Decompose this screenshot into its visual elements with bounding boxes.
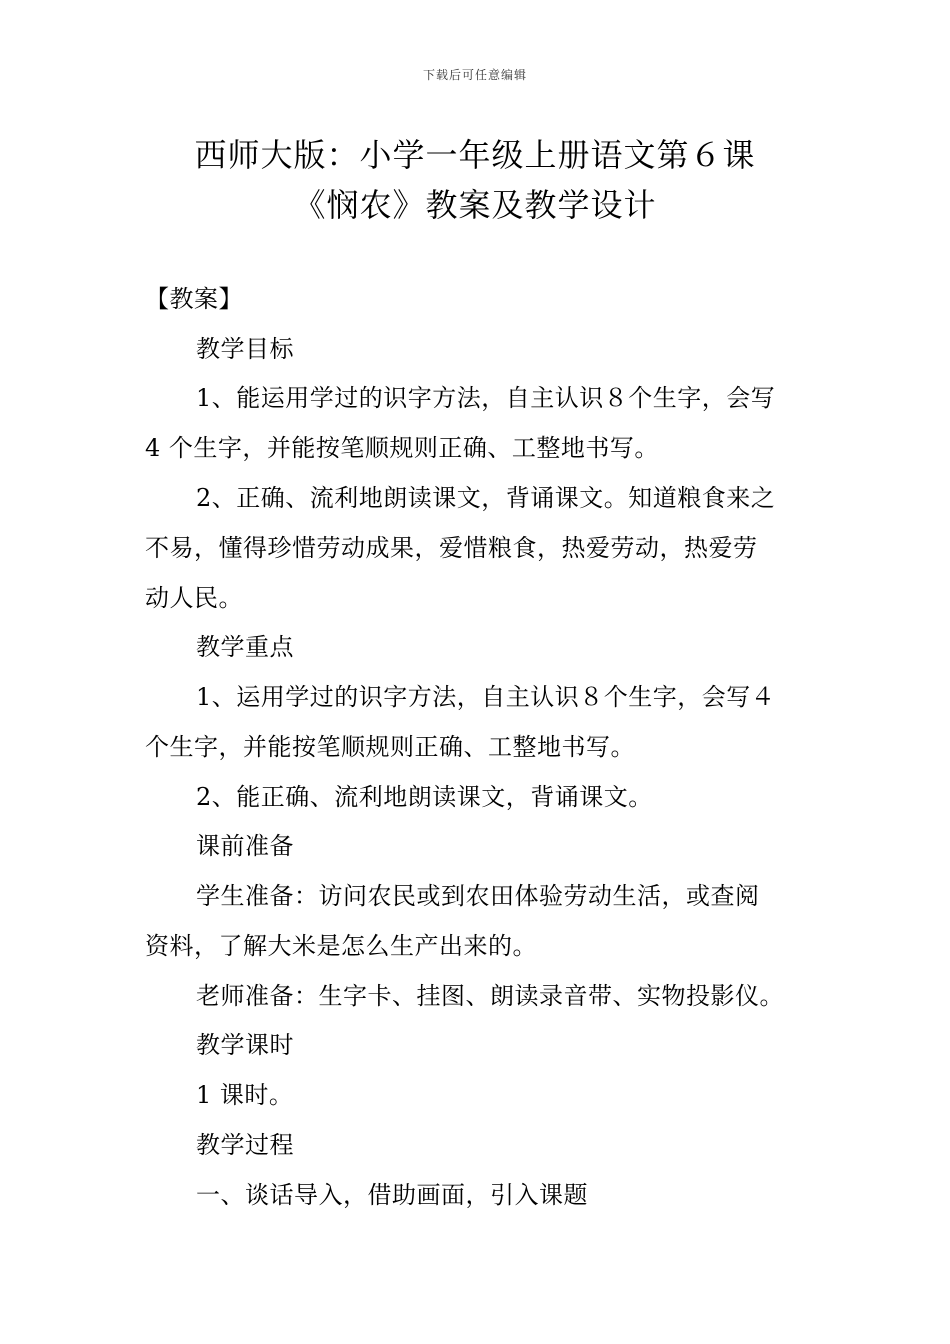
- student-preparation-line-1: 学生准备：访问农民或到农田体验劳动生活，或查阅: [196, 882, 760, 910]
- objective-1-line-2: 4 个生字，并能按笔顺规则正确、工整地书写。: [145, 434, 659, 462]
- process-step-1: 一、谈话导入，借助画面，引入课题: [196, 1181, 588, 1209]
- key-point-2: 2、能正确、流利地朗读课文，背诵课文。: [196, 783, 653, 811]
- header-note: 下载后可任意编辑: [422, 68, 527, 82]
- section-heading: 【教案】: [145, 285, 243, 313]
- preparation-heading: 课前准备: [196, 832, 294, 860]
- document-title-line-2: 《悯农》教案及教学设计: [293, 186, 657, 224]
- objectives-heading: 教学目标: [196, 335, 294, 363]
- key-point-1-line-1: 1、运用学过的识字方法，自主认识８个生字，会写４: [196, 683, 776, 711]
- objective-2-line-2: 不易，懂得珍惜劳动成果，爱惜粮食，热爱劳动，热爱劳: [145, 534, 758, 562]
- teacher-preparation: 老师准备：生字卡、挂图、朗读录音带、实物投影仪。: [196, 982, 784, 1010]
- objective-2-line-3: 动人民。: [145, 584, 243, 612]
- student-preparation-line-2: 资料，了解大米是怎么生产出来的。: [145, 932, 537, 960]
- objective-1-line-1: 1、能运用学过的识字方法，自主认识８个生字，会写: [196, 384, 776, 412]
- key-point-1-line-2: 个生字，并能按笔顺规则正确、工整地书写。: [145, 733, 635, 761]
- document-title-line-1: 西师大版：小学一年级上册语文第６课: [194, 136, 756, 174]
- objective-2-line-1: 2、正确、流利地朗读课文，背诵课文。知道粮食来之: [196, 484, 776, 512]
- class-hours-value: 1 课时。: [196, 1081, 294, 1109]
- teaching-process-heading: 教学过程: [196, 1131, 294, 1159]
- class-hours-heading: 教学课时: [196, 1031, 294, 1059]
- key-points-heading: 教学重点: [196, 633, 294, 661]
